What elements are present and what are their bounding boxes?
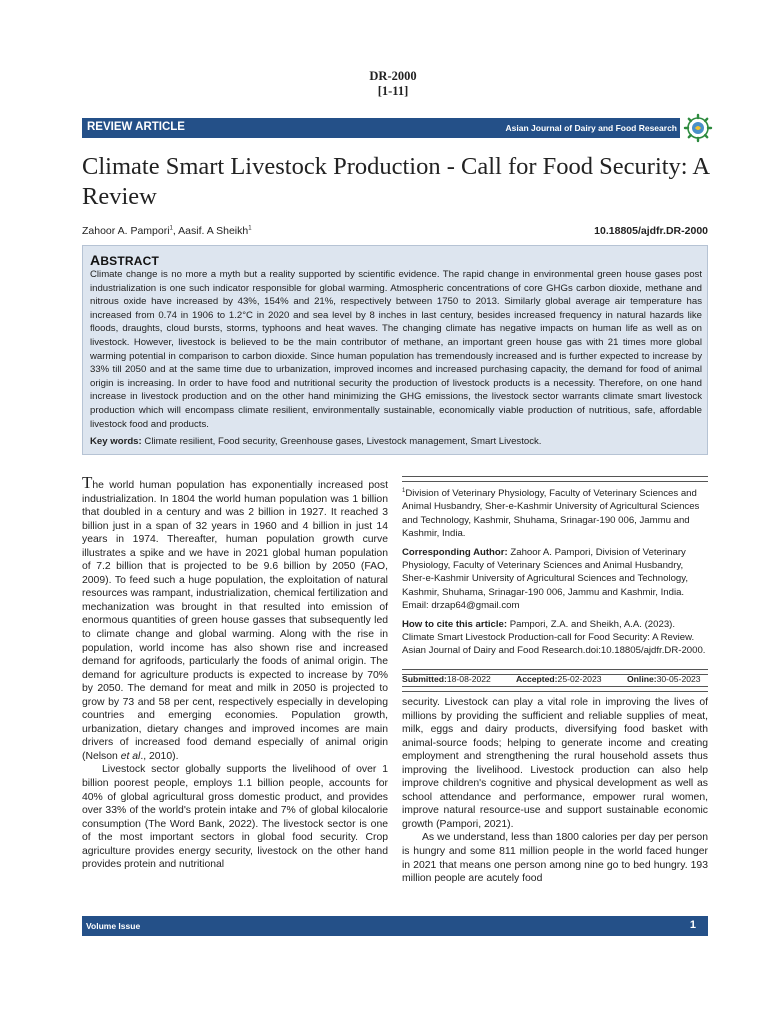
page-range: [1-11] [377, 84, 409, 98]
online-date: Online: 30-05-2023 [627, 674, 701, 684]
author-name: Aasif. A Sheikh [178, 225, 249, 237]
header-banner [82, 118, 680, 138]
doc-id: DR-2000 [369, 69, 417, 83]
article-title: Climate Smart Livestock Production - Call for Food Security: A Review [82, 153, 709, 210]
volume-issue-label: Volume Issue [86, 921, 141, 931]
journal-name: Asian Journal of Dairy and Food Research [505, 123, 677, 133]
drop-cap: T [82, 473, 93, 492]
divider [402, 476, 708, 482]
keywords-list: Climate resilient, Food security, Greenhouse gases, Livestock management, Smart Livestock. [144, 436, 542, 447]
keywords-line [90, 436, 541, 447]
body-right-column [402, 696, 708, 886]
author-affiliation-mark: 1 [169, 225, 173, 232]
abstract-box [82, 245, 708, 455]
submitted-date: Submitted: 18-08-2022 [402, 674, 491, 684]
abstract-heading: ABSTRACT [90, 252, 160, 268]
page-number: 1 [689, 919, 696, 931]
footer-banner [82, 916, 708, 936]
author-affiliation-mark: 1 [248, 225, 252, 232]
abstract-text: Climate change is no more a myth but a reality supported by scientific evidence. The rapid change in environmental green house gases post industrialization is one such indicator responsible for global warming. Atmospheric concentrations of core GHGs carbon dioxide, methane and nitrous oxide have increased by 43%, 154% and 21%, respectively between 1750 to 2013. Similarly global average air temperature has increased from 0.74 in 1906 to 1.2°C in 2020 and sea level by 8 inches in last century, besides increased frequency in natural hazards like floods, draughts, cloud bursts, storms, typhoons and heat waves. The changing climate has negative impacts on human life as well as on livestock. However, livestock is believed to be the main contributor of methane, an important green house gas with 21 times more global warming potential in comparison to carbon dioxide. Since human population has tremendously increased and is further expected to increase by 33% till 2050 and at the same time due to urbanization, improved incomes and increased purchasing capacity, the demand for food of animal origin is increasing. In order to have food and nutritional security the production of livestock products is a necessity. Therefore, on one hand increase in livestock production and on the other hand minimizing the GHG emissions, the livestock sector warrants climate smart livestock production which will encompass climate resilient, environmentally sustainable, economically viable production of nutritious, safe, affordable livestock food and products. [90, 269, 702, 430]
body-paragraph: The world human population has exponentially increased post industrialization. In 1804 the world human population was 1 billion that doubled in a century and was 2 billion in 1927. It reached 3 billion just in a span of 32 years in 1960 and 4 billion in just 14 years in 1974. Thereafter, human population growth curve illustrates a spike and we have in 2021 global human population of 7.2 billion that is projected to be 9.6 billion by 2050 (FAO, 2009). To feed such a huge population, the exploitation of natural resources was rampant, industrialization, chemical fertilization and mechanization was brought in that resulted into emission of enormous quantities of green house gasses that subsequently led to climate change and global warming. Along with the rise in population, world income has also shown rise and increased demand for agrifoods, particularly the foods of animal origin. The demand for agriculture products is expected to increase by 70% by 2050. The demand for meat and milk in 2050 is projected to grow by 73 and 58 per cent, respectively especially in developing countries and emerging economies. Population growth, urbanization, dietary changes and improved incomes are main drivers of increased food demand especially of animal origin (Nelson et al., 2010). [82, 473, 388, 762]
body-paragraph: Livestock sector globally supports the livelihood of over 1 billion poorest people, employs 1.1 billion people, accounts for 40% of global agricultural gross domestic product, and provides over 33% of the world's protein intake and 7% of global kilocalorie consumption (The Word Bank, 2022). The livestock sector is one of the most important sectors in global food security. Crop agriculture provides energy security, livestock on the other hand provides protein and nutritional [82, 764, 388, 871]
divider [402, 686, 708, 692]
keywords-label: Key words: [90, 436, 142, 447]
corresponding-author: Corresponding Author: Zahoor A. Pampori, Division of Veterinary Physiology, Faculty of Veterinary Sciences and Animal Husbandry, Sher-e-Kashmir University of Agricultural Sciences and Technology, Kashmir, Shuhama, Srinagar-190 006, Jammu and Kashmir, India. Email: drzap64@gmail.com [402, 547, 688, 611]
document-id-block [0, 69, 768, 99]
author-name: Zahoor A. Pampori [82, 225, 170, 237]
body-left-column [82, 473, 388, 872]
body-paragraph: security. Livestock can play a vital role in improving the lives of millions by providing the sufficient and reliable supplies of meat, milk, eggs and dairy products, diversifying food basket with animal-source foods; helping to generate income and creating employment and strengthening the rural household assets thus improving the livelihood. Livestock production can also help improve children's cognitive and physical development as well as school attendance and performance, empower rural women, improve natural resource-use and support sustainable economic growth (Pampori, 2021). [402, 697, 708, 830]
article-info-block [402, 485, 708, 664]
affiliation: $^1$Division of Veterinary Physiology, Faculty of Veterinary Sciences and Animal Husbandry, Sher-e-Kashmir University of Agricultural Sciences and Technology, Kashmir, Shuhama, Srinagar-190 006, Jammu and Kashmir, India. [402, 488, 700, 539]
doi-label: 10.18805/ajdfr.DR-2000 [594, 225, 708, 237]
journal-logo-icon [683, 113, 713, 143]
article-type-label: REVIEW ARTICLE [87, 121, 185, 133]
accepted-date: Accepted: 25-02-2023 [516, 674, 602, 684]
author-list: Zahoor A. Pampori$^1$, Aasif. A Sheikh$^1$ [82, 225, 252, 237]
body-paragraph: As we understand, less than 1800 calories per day per person is hungry and some 811 million people in the world faced hunger in 2021 that means one person among nine go to bed hungry. 193 million people are acutely food [402, 832, 708, 885]
citation: How to cite this article: Pampori, Z.A. and Sheikh, A.A. (2023). Climate Smart Livestock Production-call for Food Security: A Review. Asian Journal of Dairy and Food Research.doi:10.18805/ajdfr.DR-2000. [402, 619, 706, 657]
